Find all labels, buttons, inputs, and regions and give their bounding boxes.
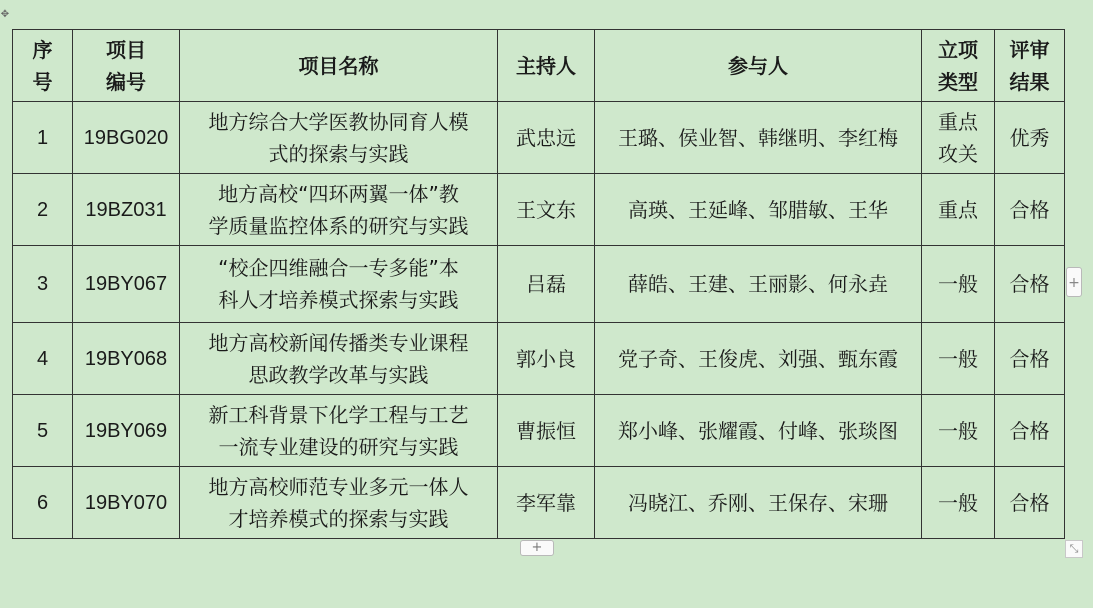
header-type-line2: 类型 <box>938 69 978 94</box>
cell-name-line1: 地方高校师范专业多元一体人 <box>208 474 469 499</box>
cell-result[interactable]: 合格 <box>995 467 1065 539</box>
header-host-label: 主持人 <box>516 53 576 78</box>
header-cell-host[interactable] <box>498 30 595 102</box>
cell-host[interactable]: 李军靠 <box>498 467 595 539</box>
cell-code[interactable]: 19BZ031 <box>73 174 180 246</box>
table-row <box>13 323 1065 395</box>
cell-name-line2: 科人才培养模式探索与实践 <box>218 288 459 312</box>
cell-name[interactable] <box>180 395 498 467</box>
cell-name[interactable] <box>180 246 498 323</box>
cell-name-line1: 地方综合大学医教协同育人模 <box>208 109 469 134</box>
table-row <box>13 102 1065 174</box>
cell-type[interactable]: 重点 <box>922 174 995 246</box>
cell-name[interactable] <box>180 467 498 539</box>
header-code-line1: 项目 <box>106 37 146 62</box>
cell-type[interactable]: 一般 <box>922 323 995 395</box>
cell-name-line1: “校企四维融合一专多能”本 <box>218 256 459 280</box>
cell-host[interactable]: 吕磊 <box>498 246 595 323</box>
cell-no[interactable]: 3 <box>13 246 73 323</box>
header-participants-label: 参与人 <box>728 53 788 78</box>
cell-name-line2: 才培养模式的探索与实践 <box>228 506 449 531</box>
add-row-button[interactable]: + <box>520 540 554 556</box>
cell-code[interactable]: 19BG020 <box>73 102 180 174</box>
header-row <box>13 30 1065 102</box>
cell-code[interactable]: 19BY068 <box>73 323 180 395</box>
header-result-line1: 评审 <box>1009 37 1050 62</box>
header-name-label: 项目名称 <box>298 53 379 78</box>
header-cell-code[interactable] <box>73 30 180 102</box>
cell-host[interactable]: 曹振恒 <box>498 395 595 467</box>
table-row <box>13 467 1065 539</box>
cell-name-line1: 地方高校新闻传播类专业课程 <box>208 330 469 355</box>
cell-type[interactable]: 一般 <box>922 467 995 539</box>
header-cell-name[interactable] <box>180 30 498 102</box>
cell-code[interactable]: 19BY070 <box>73 467 180 539</box>
header-no-line1: 序 <box>32 37 53 62</box>
header-type-line1: 立项 <box>938 37 978 62</box>
cell-name-line1: 新工科背景下化学工程与工艺 <box>208 402 469 427</box>
cell-participants[interactable]: 郑小峰、张耀霞、付峰、张琰图 <box>595 395 922 467</box>
header-cell-participants[interactable] <box>595 30 922 102</box>
cell-type-line1: 重点 <box>938 109 978 134</box>
cell-host[interactable]: 郭小良 <box>498 323 595 395</box>
cell-no[interactable]: 2 <box>13 174 73 246</box>
cell-no[interactable]: 1 <box>13 102 73 174</box>
cell-result[interactable]: 合格 <box>995 323 1065 395</box>
cell-type[interactable]: 一般 <box>922 246 995 323</box>
header-cell-result[interactable] <box>995 30 1065 102</box>
project-table <box>12 29 1065 539</box>
cell-host[interactable]: 王文东 <box>498 174 595 246</box>
cell-no[interactable]: 5 <box>13 395 73 467</box>
cell-result[interactable]: 合格 <box>995 174 1065 246</box>
table-row <box>13 395 1065 467</box>
cell-host[interactable]: 武忠远 <box>498 102 595 174</box>
cell-no[interactable]: 4 <box>13 323 73 395</box>
table-move-handle-icon[interactable]: ✥ <box>0 9 10 20</box>
cell-type-line2: 攻关 <box>938 141 978 166</box>
cell-participants[interactable]: 冯晓江、乔刚、王保存、宋珊 <box>595 467 922 539</box>
cell-participants[interactable]: 高瑛、王延峰、邹腊敏、王华 <box>595 174 922 246</box>
cell-name-line2: 学质量监控体系的研究与实践 <box>208 213 469 238</box>
header-cell-type[interactable] <box>922 30 995 102</box>
cell-code[interactable]: 19BY067 <box>73 246 180 323</box>
header-code-line2: 编号 <box>106 69 146 94</box>
cell-result[interactable]: 合格 <box>995 246 1065 323</box>
table-row <box>13 246 1065 323</box>
table-row <box>13 174 1065 246</box>
cell-type[interactable] <box>922 102 995 174</box>
cell-participants[interactable]: 王璐、侯业智、韩继明、李红梅 <box>595 102 922 174</box>
cell-name-line1: 地方高校“四环两翼一体”教 <box>218 181 459 206</box>
cell-name[interactable] <box>180 102 498 174</box>
cell-participants[interactable]: 党子奇、王俊虎、刘强、甄东霞 <box>595 323 922 395</box>
cell-code[interactable]: 19BY069 <box>73 395 180 467</box>
cell-name-line2: 思政教学改革与实践 <box>248 362 429 387</box>
cell-participants[interactable]: 薛皓、王建、王丽影、何永垚 <box>595 246 922 323</box>
table-resize-handle-icon[interactable]: ⤡ <box>1065 540 1083 558</box>
cell-type[interactable]: 一般 <box>922 395 995 467</box>
add-column-button[interactable]: + <box>1066 267 1082 297</box>
cell-name[interactable] <box>180 174 498 246</box>
header-no-line2: 号 <box>32 69 53 94</box>
cell-no[interactable]: 6 <box>13 467 73 539</box>
cell-name-line2: 式的探索与实践 <box>268 141 409 166</box>
cell-name-line2: 一流专业建设的研究与实践 <box>218 434 459 459</box>
cell-result[interactable]: 优秀 <box>995 102 1065 174</box>
cell-result[interactable]: 合格 <box>995 395 1065 467</box>
cell-name[interactable] <box>180 323 498 395</box>
header-result-line2: 结果 <box>1009 69 1050 94</box>
header-cell-no[interactable] <box>13 30 73 102</box>
